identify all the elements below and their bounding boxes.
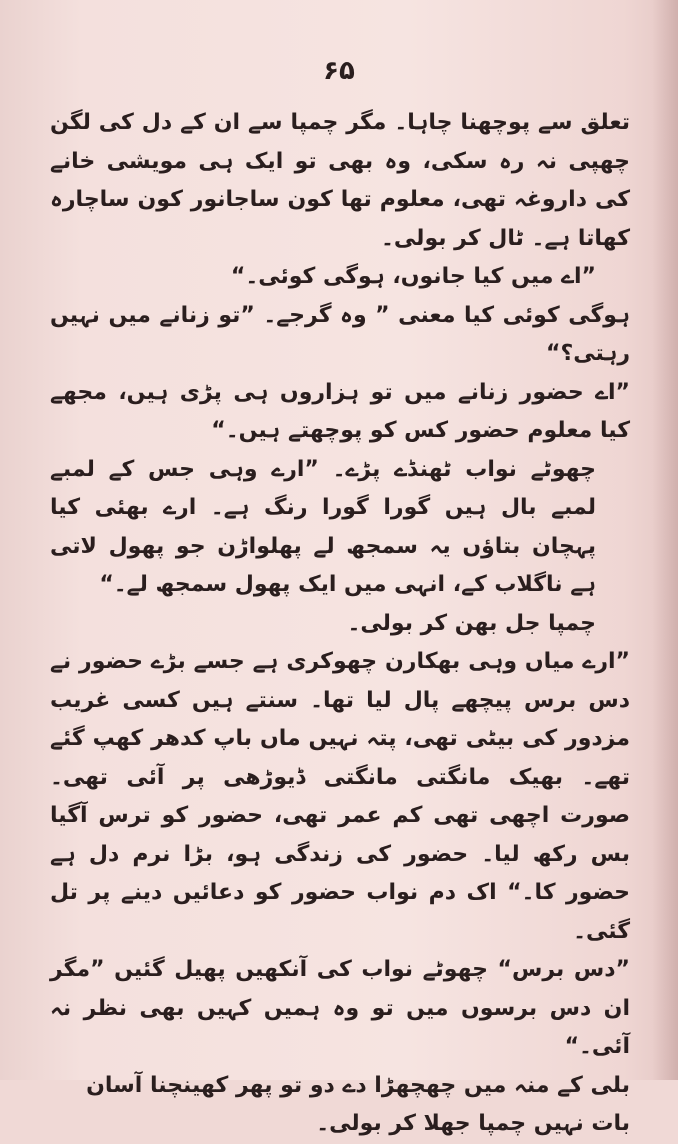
paragraph: چھوٹے نواب ٹھنڈے پڑے۔ ”ارے وہی جس کے لمبے لمبے بال ہیں گورا گورا رنگ ہے۔ ارے بھئی کیا پہچان بتاؤں یہ سمجھ لے پھلواڑن جو پھول لاتی ہے ناگلاب کے، انہی میں ایک پھول سمجھ لے۔“ (50, 456, 596, 597)
page-gutter-shadow (652, 0, 678, 1080)
paragraph: ہوگی کوئی کیا معنی ” وہ گرجے۔ ”تو زنانے میں نہیں رہتی؟“ (50, 302, 630, 366)
body-text (50, 104, 630, 1144)
paragraph: بلی کے منہ میں چھچھڑا دے دو تو پھر کھینچنا آسان بات نہیں چمپا جھلا کر بولی۔ (86, 1072, 630, 1136)
paragraph: تعلق سے پوچھنا چاہا۔ مگر چمپا سے ان کے دل کی لگن چھپی نہ رہ سکی، وہ بھی تو ایک ہی مویشی خانے کی داروغہ تھی، معلوم تھا کون ساجانور کون ساچارہ کھاتا ہے۔ ٹال کر بولی۔ (50, 110, 630, 251)
paragraph: چمپا جل بھن کر بولی۔ (347, 610, 596, 636)
page-number: ۶۵ (323, 56, 355, 86)
paragraph: ”ارے میاں وہی بھکارن چھوکری ہے جسے بڑے حضور نے دس برس پیچھے پال لیا تھا۔ سنتے ہیں کسی غریب مزدور کی بیٹی تھی، پتہ نہیں ماں باپ کدھر کھپ گئے تھے۔ بھیک مانگتی مانگتی ڈیوڑھی پر آئی تھی۔ صورت اچھی تھی کم عمر تھی، حضور کو ترس آگیا بس رکھ لیا۔ حضور کی زندگی ہو، بڑا نرم دل ہے حضور کا۔“ اک دم نواب حضور کو دعائیں دینے پر تل گئی۔ (50, 649, 630, 944)
paragraph: ”دس برس“ چھوٹے نواب کی آنکھیں پھیل گئیں ”مگر ان دس برسوں میں تو وہ ہمیں کہیں بھی نظر نہ آئی۔“ (50, 957, 630, 1059)
paragraph: ”اے میں کیا جانوں، ہوگی کوئی۔“ (230, 264, 596, 289)
paragraph: ”اے حضور زنانے میں تو ہزاروں ہی پڑی ہیں، مجھے کیا معلوم حضور کس کو پوچھتے ہیں۔“ (50, 379, 630, 443)
